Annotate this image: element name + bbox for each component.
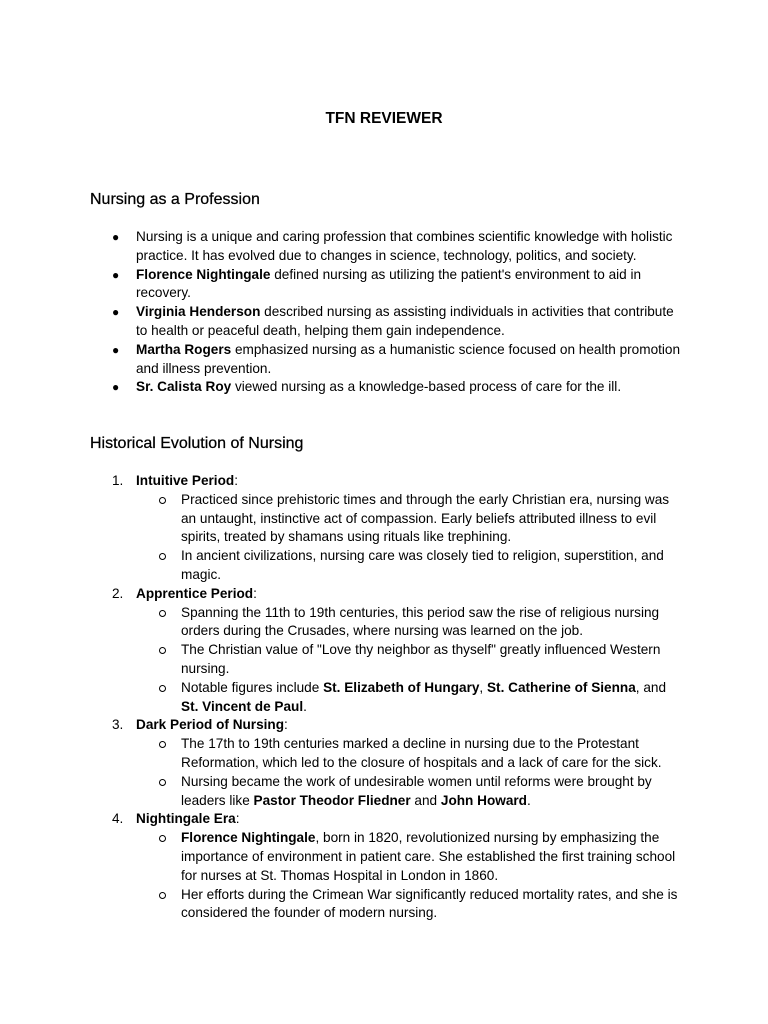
sub-list-item — [0, 604, 768, 642]
circle-bullet-icon — [159, 741, 166, 748]
item-text: defined nursing as utilizing the patient's environment to aid in recovery. — [136, 266, 642, 301]
sub-item-text: and — [410, 792, 441, 808]
sub-item-bold-name: St. Catherine of Sienna — [486, 679, 636, 695]
list-number: 3. — [112, 717, 124, 733]
period-colon: : — [253, 585, 257, 601]
sub-list-item — [0, 679, 768, 717]
sub-item-text: , and — [635, 679, 667, 695]
bullet-icon: ● — [112, 380, 120, 395]
periods-numbered-list — [0, 472, 768, 923]
sub-list-item — [0, 829, 768, 885]
sub-item-text: In ancient civilizations, nursing care was closely tied to religion, superstition, and magic. — [181, 548, 664, 582]
sub-item-bold-name: John Howard — [440, 792, 527, 808]
bullet-icon: ● — [112, 305, 120, 320]
sub-item-bold-name: St. Vincent de Paul — [181, 698, 304, 714]
item-bold-name: Martha Rogers — [136, 341, 232, 357]
item-text: Nursing is a unique and caring profession that combines scientific knowledge with holistic practice. It has evolved due to changes in science, technology, politics, and society. — [136, 229, 673, 263]
sub-item-text: Her efforts during the Crimean War significantly reduced mortality rates, and she is considered the founder of modern nursing. — [181, 886, 678, 921]
circle-bullet-icon — [159, 892, 166, 899]
period-name: Dark Period of Nursing — [136, 717, 285, 733]
list-number: 1. — [112, 473, 124, 488]
item-text: emphasized nursing as a humanistic science focused on health promotion and illness prevention. — [136, 341, 681, 376]
bullet-icon: ● — [112, 267, 120, 282]
sub-item-bold-name: Florence Nightingale — [181, 830, 316, 846]
sub-item-text: Notable figures include — [181, 679, 324, 695]
period-item-intuitive — [0, 472, 768, 491]
sub-item-text: , — [479, 679, 487, 695]
sub-item-text: Practiced since prehistoric times and through the early Christian era, nursing was an untaught, instinctive act of compassion. Early beliefs attributed illness to evil spirits, treated by shamans using rituals like trephining. — [181, 491, 670, 545]
profession-bullet-list — [0, 228, 768, 397]
list-item — [0, 341, 768, 379]
item-bold-name: Sr. Calista Roy — [136, 379, 232, 395]
item-bold-name: Florence Nightingale — [136, 266, 271, 282]
circle-bullet-icon — [159, 779, 166, 786]
sub-list-item — [0, 641, 768, 679]
circle-bullet-icon — [159, 610, 166, 617]
list-item — [0, 228, 768, 266]
bullet-icon: ● — [112, 342, 120, 357]
bullet-icon: ● — [112, 230, 120, 244]
sub-item-bold-name: Pastor Theodor Fliedner — [253, 792, 411, 808]
sub-item-bold-name: St. Elizabeth of Hungary — [323, 679, 480, 695]
sub-list-item — [0, 773, 768, 811]
circle-bullet-icon — [159, 497, 166, 504]
sub-list-item — [0, 886, 768, 924]
circle-bullet-icon — [159, 553, 166, 560]
list-item — [0, 378, 768, 397]
list-number: 4. — [112, 811, 124, 827]
list-item — [0, 266, 768, 304]
sub-item-text: , born in 1820, revolutionized nursing by emphasizing the importance of environment in patient care. She established the first training school for nurses at St. Thomas Hospital in London in 1860. — [181, 830, 676, 883]
sub-item-text: . — [527, 792, 531, 808]
sub-list-item — [0, 491, 768, 547]
sub-item-text: . — [303, 698, 307, 714]
circle-bullet-icon — [159, 685, 166, 692]
sub-item-text: Nursing became the work of undesirable women until reforms were brought by leaders like — [181, 773, 652, 808]
period-colon: : — [284, 717, 288, 733]
section-heading-nursing-profession: Nursing as a Profession — [90, 191, 260, 208]
period-colon: : — [235, 811, 240, 827]
period-item-apprentice — [0, 585, 768, 604]
sub-item-text: The 17th to 19th centuries marked a decline in nursing due to the Protestant Reformation, which led to the closure of hospitals and a lack of care for the sick. — [181, 736, 662, 770]
period-item-dark — [0, 716, 768, 735]
period-colon: : — [234, 473, 238, 488]
list-item — [0, 303, 768, 341]
item-bold-name: Virginia Henderson — [136, 304, 261, 320]
sub-item-text: The Christian value of "Love thy neighbor as thyself" greatly influenced Western nursing. — [181, 642, 661, 676]
sub-item-text: Spanning the 11th to 19th centuries, this period saw the rise of religious nursing orders during the Crusades, where nursing was learned on the job. — [181, 604, 660, 639]
sub-list-item — [0, 547, 768, 585]
sub-list-item — [0, 735, 768, 773]
document-title: TFN REVIEWER — [325, 110, 443, 127]
section-heading-historical-evolution: Historical Evolution of Nursing — [90, 435, 304, 452]
period-item-nightingale — [0, 810, 768, 829]
list-number: 2. — [112, 585, 124, 601]
period-name: Apprentice Period — [136, 585, 254, 601]
item-text: described nursing as assisting individuals in activities that contribute to health or peaceful death, helping them gain independence. — [136, 304, 674, 338]
period-name: Intuitive Period — [136, 473, 235, 488]
item-text: viewed nursing as a knowledge-based process of care for the ill. — [231, 379, 622, 395]
period-name: Nightingale Era — [136, 811, 236, 827]
circle-bullet-icon — [159, 647, 166, 654]
circle-bullet-icon — [159, 835, 166, 842]
